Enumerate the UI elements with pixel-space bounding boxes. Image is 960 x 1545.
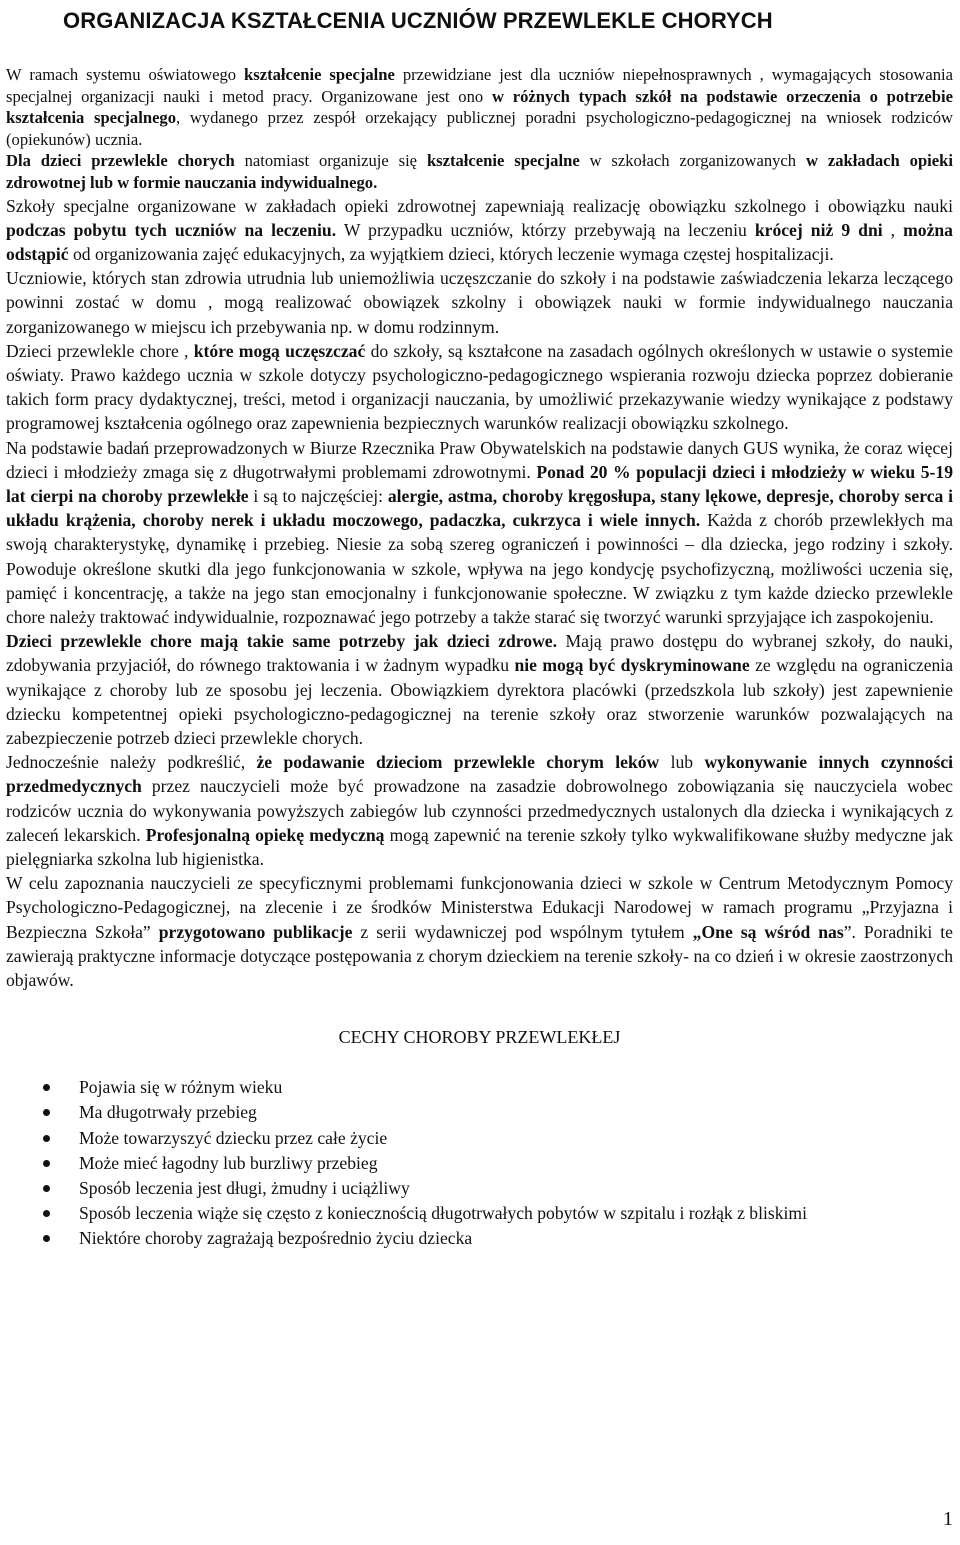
paragraph-1 <box>6 64 953 150</box>
paragraph-3 <box>6 194 953 267</box>
text-run: mogą zapewnić na terenie szkoły tylko wykwalifikowane służby medyczne jak pielęgniarka szkolna lub higienistka. <box>6 824 953 870</box>
paragraph-4 <box>6 266 953 339</box>
list-item <box>43 1201 953 1226</box>
list-item <box>43 1075 953 1100</box>
bold-text: przygotowano publikacje <box>158 921 353 942</box>
text-run: W ramach systemu oświatowego <box>6 65 245 84</box>
list-item-text: Niektóre choroby zagrażają bezpośrednio życiu dziecka <box>79 1228 473 1249</box>
text-run: lub <box>659 752 705 773</box>
text-run: , wydanego przez zespół orzekający publicznej poradni psychologiczno-pedagogicznej na wniosek rodziców (opiekunów) ucznia. <box>6 108 953 149</box>
bold-text: krócej niż 9 dni <box>754 219 883 240</box>
list-item <box>43 1226 953 1251</box>
text-run: ”. Poradniki te zawierają praktyczne informacje dotyczące postępowania z chorym dzieckiem na terenie szkoły- na co dzień i w okresie zaostrzonych objawów. <box>6 921 953 991</box>
paragraph-6 <box>6 436 953 630</box>
bold-text: podczas pobytu tych uczniów na leczeniu. <box>6 219 337 240</box>
section-title: CECHY CHOROBY PRZEWLEKŁEJ <box>338 1027 621 1048</box>
bullet-icon <box>43 1109 50 1116</box>
text-run: Na podstawie badań przeprowadzonych w Biurze Rzecznika Praw Obywatelskich na podstawie danych GUS wynika, że coraz więcej dzieci i młodzieży zmaga się z długotrwałymi problemami zdrowotnymi. <box>6 437 953 482</box>
list-item <box>43 1100 953 1125</box>
text-run: , <box>882 219 904 240</box>
paragraph-9 <box>6 871 953 992</box>
text-run: ze względu na ograniczenia wynikające z choroby lub ze sposobu jej leczenia. Obowiązkiem dyrektora placówki (przedszkola lub szkoły) jest zapewnienie dziecku kompetentnej opieki psychologiczno-pedagogicznej na terenie szkoły oraz stworzenie warunków pozwalających na zabezpieczenie potrzeb dzieci przewlekle chorych. <box>6 655 953 749</box>
bold-text: Ponad 20 % populacji dzieci i młodzieży w wieku 5-19 lat cierpi na choroby przewlekłe <box>6 461 953 506</box>
list-item <box>43 1126 953 1151</box>
paragraph-2 <box>6 150 953 193</box>
page-number: 1 <box>943 1508 953 1530</box>
list-item-text: Pojawia się w różnym wieku <box>79 1077 283 1098</box>
bullet-icon <box>43 1084 50 1091</box>
text-run: Każda z chorób przewlekłych ma swoją charakterystykę, dynamikę i przebieg. Niesie za sobą szereg ograniczeń i powinności – dla dziecka, jego rodziny i szkoły. Powoduje określone skutki dla jego funkcjonowania w szkole, wpływa na jego kondycję psychofizyczną, możliwości uczenia się, pamięć i koncentrację, a także na jego stan emocjonalny i funkcjonowanie społeczne. W związku z tym każde dziecko przewlekle chore należy traktować indywidualnie, rozpoznawać jego potrzeby a także starać się tworzyć warunki sprzyjające ich zaspokojeniu. <box>6 510 953 628</box>
paragraph-5 <box>6 339 953 436</box>
text-run: z serii wydawniczej pod wspólnym tytułem <box>352 921 693 942</box>
bold-text: że podawanie dzieciom przewlekle chorym leków <box>256 752 660 773</box>
text-run: Jednocześnie należy podkreślić, <box>6 752 257 773</box>
bold-text: można odstąpić <box>6 219 953 264</box>
list-item <box>43 1151 953 1176</box>
bold-text: alergie, astma, choroby kręgosłupa, stany lękowe, depresje, choroby serca i układu krążenia, choroby nerek i układu moczowego, padaczka, cukrzyca i wiele innych. <box>6 486 953 531</box>
text-run: W celu zapoznania nauczycieli ze specyficznymi problemami funkcjonowania dzieci w szkole w Centrum Metodycznym Pomocy Psychologiczno-Pedagogicznej, na zlecenie i ze środków Ministerstwa Edukacji Narodowej w ramach programu „Przyjazna i Bezpieczna Szkoła” <box>6 873 953 942</box>
bullet-icon <box>43 1185 50 1192</box>
text-run: przewidziane jest dla uczniów niepełnosprawnych , wymagających stosowania specjalnej organizacji nauki i metod pracy. Organizowane jest ono <box>6 65 953 106</box>
bold-text: „One są wśród nas <box>692 921 844 942</box>
bold-text: które mogą uczęszczać <box>193 340 366 361</box>
text-run: i są to najczęściej: <box>248 486 388 506</box>
bold-text: wykonywanie innych czynności przedmedycznych <box>6 752 954 797</box>
bullet-icon <box>43 1235 50 1242</box>
document-title: ORGANIZACJA KSZTAŁCENIA UCZNIÓW PRZEWLEKLE CHORYCH <box>63 8 773 33</box>
list-item-text: Ma długotrwały przebieg <box>79 1102 257 1123</box>
text-run: W przypadku uczniów, którzy przebywają na leczeniu <box>336 219 755 240</box>
text-run: przez nauczycieli może być prowadzone na zasadzie dobrowolnego zobowiązania się nauczyciela wobec rodziców ucznia do wykonywania powyższych zabiegów lub czynności przedmedycznych ustalonych dla dziecka i wynikających z zaleceń lekarskich. <box>6 776 953 845</box>
bold-text: Dla dzieci przewlekle chorych <box>6 151 235 171</box>
text-run: natomiast organizuje się <box>234 151 427 171</box>
list-item-text: Może mieć łagodny lub burzliwy przebieg <box>79 1152 378 1173</box>
text-run: Szkoły specjalne organizowane w zakładach opieki zdrowotnej zapewniają realizację obowiązku szkolnego i obowiązku nauki <box>6 195 953 216</box>
bullet-icon <box>43 1210 50 1217</box>
bold-text: Dzieci przewlekle chore mają takie same potrzeby jak dzieci zdrowe. <box>6 631 558 652</box>
bold-text: nie mogą być dyskryminowane <box>514 655 750 676</box>
paragraph-7 <box>6 629 953 750</box>
list-item-text: Może towarzyszyć dziecku przez całe życie <box>79 1127 388 1148</box>
bold-text: w różnych typach szkół na podstawie orzeczenia o potrzebie kształcenia specjalnego <box>6 86 953 128</box>
bullet-icon <box>43 1135 50 1142</box>
text-run: w szkołach zorganizowanych <box>579 151 806 171</box>
list-item-text: Sposób leczenia jest długi, żmudny i uciążliwy <box>79 1178 410 1199</box>
list-item-text: Sposób leczenia wiąże się często z koniecznością długotrwałych pobytów w szpitalu i rozłąk z bliskimi <box>79 1203 807 1224</box>
bullet-icon <box>43 1160 50 1167</box>
text-run: Dzieci przewlekle chore , <box>6 340 194 361</box>
text-run: Mają prawo dostępu do wybranej szkoły, do nauki, zdobywania przyjaciół, do równego traktowania i w żadnym wypadku <box>6 631 953 676</box>
paragraph-8 <box>6 750 953 871</box>
bold-text: Profesjonalną opiekę medyczną <box>145 824 385 845</box>
text-run: od organizowania zajęć edukacyjnych, za wyjątkiem dzieci, których leczenie wymaga częstej hospitalizacji. <box>68 243 834 264</box>
bold-text: w zakładach opieki zdrowotnej lub w formie nauczania indywidualnego. <box>6 151 953 192</box>
text-run: do szkoły, są kształcone na zasadach ogólnych określonych w ustawie o systemie oświaty. Prawo każdego ucznia w szkole dotyczy psychologiczno-pedagogicznego wspierania rozwoju dziecka poprzez dobieranie takich form pracy dydaktycznej, treści, metod i organizacji nauczania, by umożliwić przekazywanie wiedzy wynikające z podstawy programowej kształcenia ogólnego oraz zapewnienia bezpiecznych warunków realizacji obowiązku szkolnego. <box>6 340 953 434</box>
bold-text: kształcenie specjalne <box>426 151 580 171</box>
bold-text: kształcenie specjalne <box>244 65 395 84</box>
features-list <box>6 1075 953 1251</box>
text-run: Uczniowie, których stan zdrowia utrudnia lub uniemożliwia uczęszczanie do szkoły i na podstawie zaświadczenia lekarza leczącego powinni zostać w domu , mogą realizować obowiązek szkolny i obowiązek nauki w formie indywidualnego nauczania zorganizowanego w miejscu ich przebywania np. w domu rodzinnym. <box>6 268 953 337</box>
list-item <box>43 1176 953 1201</box>
